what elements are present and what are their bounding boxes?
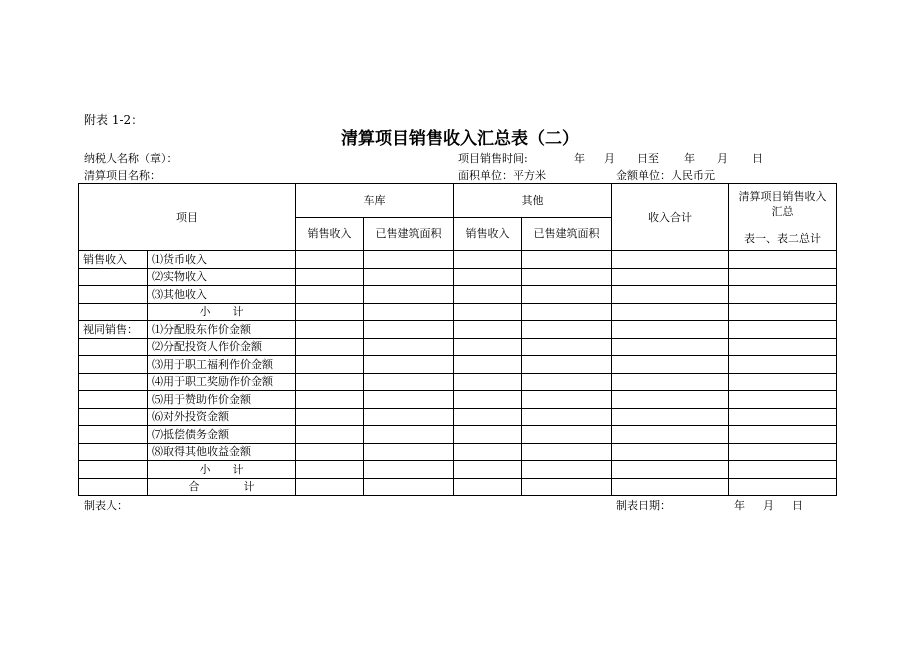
table-row [79, 461, 837, 479]
cell[interactable] [296, 478, 364, 496]
cell[interactable] [522, 373, 612, 391]
cell[interactable] [454, 391, 522, 409]
cell[interactable] [454, 321, 522, 339]
cell[interactable] [522, 461, 612, 479]
cell[interactable] [454, 478, 522, 496]
header-garage-sold-area: 已售建筑面积 [364, 217, 454, 251]
sale-time-month1: 月 [604, 152, 615, 165]
row-item: ⑴分配股东作价金额 [148, 321, 296, 339]
row-category: 视同销售： [79, 321, 148, 339]
header-summary [729, 184, 837, 251]
cell[interactable] [364, 373, 454, 391]
sale-time-year2: 年 [684, 152, 695, 165]
cell[interactable] [729, 478, 837, 496]
cell[interactable] [612, 391, 729, 409]
cell[interactable] [612, 338, 729, 356]
row-category [79, 303, 148, 321]
row-category [79, 408, 148, 426]
row-category [79, 426, 148, 444]
cell[interactable] [729, 391, 837, 409]
cell[interactable] [454, 338, 522, 356]
header-summary-line2: 汇总 [771, 204, 794, 218]
cell[interactable] [612, 443, 729, 461]
cell[interactable] [454, 461, 522, 479]
cell[interactable] [729, 251, 837, 269]
cell[interactable] [522, 408, 612, 426]
header-other-sold-area: 已售建筑面积 [522, 217, 612, 251]
cell[interactable] [364, 338, 454, 356]
cell[interactable] [612, 268, 729, 286]
page-title: 清算项目销售收入汇总表（二） [341, 129, 579, 149]
cell[interactable] [729, 356, 837, 374]
cell[interactable] [296, 408, 364, 426]
cell[interactable] [364, 321, 454, 339]
cell[interactable] [612, 478, 729, 496]
cell[interactable] [522, 303, 612, 321]
cell[interactable] [522, 338, 612, 356]
row-category [79, 443, 148, 461]
cell[interactable] [729, 303, 837, 321]
cell[interactable] [296, 461, 364, 479]
cell[interactable] [364, 391, 454, 409]
row-category [79, 286, 148, 304]
cell[interactable] [522, 286, 612, 304]
cell[interactable] [522, 391, 612, 409]
cell[interactable] [454, 373, 522, 391]
date-label: 制表日期： [616, 499, 671, 512]
table-row [79, 338, 837, 356]
header-other-sales-income: 销售收入 [454, 217, 522, 251]
cell[interactable] [454, 268, 522, 286]
row-item: ⑷用于职工奖励作价金额 [148, 373, 296, 391]
table-row [79, 303, 837, 321]
table-row [79, 373, 837, 391]
row-item-subtotal: 小 计 [148, 303, 296, 321]
cell[interactable] [522, 426, 612, 444]
header-garage: 车库 [296, 184, 454, 218]
cell[interactable] [612, 373, 729, 391]
cell[interactable] [364, 356, 454, 374]
cell[interactable] [296, 338, 364, 356]
table-row [79, 356, 837, 374]
row-item-total: 合 计 [148, 478, 296, 496]
cell[interactable] [612, 426, 729, 444]
row-item: ⑸用于赞助作价金额 [148, 391, 296, 409]
header-other: 其他 [454, 184, 612, 218]
cell[interactable] [522, 356, 612, 374]
cell[interactable] [729, 408, 837, 426]
date-year: 年 [734, 499, 745, 512]
cell[interactable] [296, 443, 364, 461]
sale-time-day-to: 日至 [637, 152, 659, 165]
cell[interactable] [364, 268, 454, 286]
table-row [79, 478, 837, 496]
cell[interactable] [364, 443, 454, 461]
row-item: ⑺抵偿债务金额 [148, 426, 296, 444]
cell[interactable] [454, 408, 522, 426]
taxpayer-name-label: 纳税人名称（章）： [84, 152, 178, 165]
cell[interactable] [729, 321, 837, 339]
row-category [79, 391, 148, 409]
cell[interactable] [364, 303, 454, 321]
cell[interactable] [454, 426, 522, 444]
cell[interactable] [612, 408, 729, 426]
cell[interactable] [364, 461, 454, 479]
cell[interactable] [612, 321, 729, 339]
table-row [79, 426, 837, 444]
attachment-label: 附表 1-2： [84, 113, 144, 127]
cell[interactable] [364, 251, 454, 269]
row-category [79, 268, 148, 286]
row-category [79, 356, 148, 374]
sale-time-month2: 月 [717, 152, 728, 165]
cell[interactable] [454, 356, 522, 374]
cell[interactable] [296, 303, 364, 321]
header-garage-sales-income: 销售收入 [296, 217, 364, 251]
cell[interactable] [612, 461, 729, 479]
cell[interactable] [296, 251, 364, 269]
table-row [79, 286, 837, 304]
row-item: ⑹对外投资金额 [148, 408, 296, 426]
cell[interactable] [364, 408, 454, 426]
cell[interactable] [296, 268, 364, 286]
cell[interactable] [454, 251, 522, 269]
table-row [79, 251, 837, 269]
table-row [79, 321, 837, 339]
cell[interactable] [612, 251, 729, 269]
cell[interactable] [612, 286, 729, 304]
table-row [79, 443, 837, 461]
project-name-label: 清算项目名称： [84, 169, 161, 182]
cell[interactable] [454, 303, 522, 321]
cell[interactable] [296, 391, 364, 409]
header-summary-line1: 清算项目销售收入 [738, 189, 827, 203]
sale-time-label: 项目销售时间: [458, 152, 528, 165]
cell[interactable] [522, 443, 612, 461]
row-item: ⑴货币收入 [148, 251, 296, 269]
row-category: 销售收入 [79, 251, 148, 269]
row-item: ⑶用于职工福利作价金额 [148, 356, 296, 374]
cell[interactable] [364, 286, 454, 304]
cell[interactable] [729, 338, 837, 356]
cell[interactable] [729, 286, 837, 304]
date-month: 月 [763, 499, 774, 512]
row-category [79, 461, 148, 479]
row-item-subtotal: 小 计 [148, 461, 296, 479]
date-day: 日 [792, 499, 803, 512]
header-summary-line3: 表一、表二总计 [744, 231, 821, 245]
cell[interactable] [454, 286, 522, 304]
cell[interactable] [296, 426, 364, 444]
cell[interactable] [364, 426, 454, 444]
cell[interactable] [296, 286, 364, 304]
summary-table [78, 183, 837, 496]
header-total-income: 收入合计 [612, 184, 729, 251]
cell[interactable] [612, 356, 729, 374]
cell[interactable] [522, 251, 612, 269]
table-row [79, 268, 837, 286]
row-item: ⑻取得其他收益金额 [148, 443, 296, 461]
cell[interactable] [729, 461, 837, 479]
cell[interactable] [364, 478, 454, 496]
cell[interactable] [296, 356, 364, 374]
cell[interactable] [522, 268, 612, 286]
row-category [79, 373, 148, 391]
row-category [79, 478, 148, 496]
cell[interactable] [729, 426, 837, 444]
header-item: 项目 [79, 184, 296, 251]
cell[interactable] [454, 443, 522, 461]
table-row [79, 391, 837, 409]
row-category [79, 338, 148, 356]
money-unit-label: 金额单位：人民币元 [616, 169, 715, 182]
row-item: ⑵实物收入 [148, 268, 296, 286]
area-unit-label: 面积单位：平方米 [458, 169, 546, 182]
cell[interactable] [522, 478, 612, 496]
cell[interactable] [612, 303, 729, 321]
cell[interactable] [729, 268, 837, 286]
row-item: ⑵分配投资人作价金额 [148, 338, 296, 356]
sale-time-year1: 年 [574, 152, 585, 165]
cell[interactable] [296, 321, 364, 339]
sale-time-day2: 日 [752, 152, 763, 165]
cell[interactable] [729, 443, 837, 461]
table-row [79, 408, 837, 426]
row-item: ⑶其他收入 [148, 286, 296, 304]
cell[interactable] [522, 321, 612, 339]
cell[interactable] [729, 373, 837, 391]
cell[interactable] [296, 373, 364, 391]
preparer-label: 制表人： [84, 499, 128, 512]
